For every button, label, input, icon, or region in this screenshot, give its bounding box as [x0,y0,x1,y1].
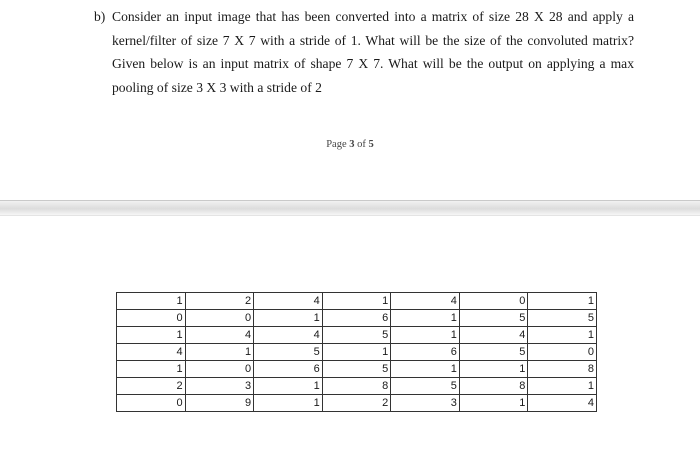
matrix-cell: 1 [322,293,391,310]
matrix-cell: 8 [459,378,528,395]
matrix-cell: 1 [322,344,391,361]
matrix-cell: 5 [322,361,391,378]
matrix-cell: 1 [528,378,597,395]
matrix-cell: 4 [254,327,323,344]
matrix-cell: 1 [254,378,323,395]
page-prefix: Page [326,139,347,150]
matrix-cell: 1 [528,293,597,310]
page-total: 5 [368,139,374,150]
matrix-cell: 6 [322,310,391,327]
matrix-cell: 1 [459,395,528,412]
matrix-cell: 1 [391,310,460,327]
matrix-cell: 3 [391,395,460,412]
matrix-cell: 1 [117,293,186,310]
matrix-row [117,395,597,412]
matrix-cell: 8 [528,361,597,378]
matrix-cell: 5 [254,344,323,361]
matrix-row [117,361,597,378]
matrix-cell: 4 [528,395,597,412]
matrix-cell: 6 [391,344,460,361]
matrix-cell: 1 [459,361,528,378]
matrix-cell: 5 [391,378,460,395]
matrix-cell: 4 [254,293,323,310]
matrix-body [117,293,597,412]
question-text: Consider an input image that has been converted into a matrix of size 28 X 28 and apply a kernel/filter of size 7 X 7 with a stride of 1. What will be the size of the convoluted matrix? Given below is an input matrix of shape 7 X 7. What will be the output on applying a max pooling of size 3 X 3 with a stride of 2 [112,9,634,95]
matrix-cell: 4 [459,327,528,344]
page-number [0,139,700,150]
matrix-cell: 1 [254,395,323,412]
matrix-row [117,344,597,361]
matrix-cell: 1 [117,327,186,344]
page-separator [0,200,700,216]
matrix-cell: 4 [185,327,254,344]
matrix-cell: 2 [322,395,391,412]
matrix-cell: 8 [322,378,391,395]
matrix-cell: 4 [391,293,460,310]
matrix-cell: 1 [117,361,186,378]
matrix-cell: 0 [117,310,186,327]
matrix-cell: 5 [459,310,528,327]
matrix-cell: 0 [185,361,254,378]
matrix-cell: 1 [254,310,323,327]
question-label: b) [94,9,106,24]
matrix-cell: 3 [185,378,254,395]
matrix-cell: 1 [391,361,460,378]
matrix-cell: 1 [185,344,254,361]
matrix-cell: 4 [117,344,186,361]
matrix-cell: 6 [254,361,323,378]
matrix-row [117,310,597,327]
matrix-cell: 9 [185,395,254,412]
matrix-cell: 2 [117,378,186,395]
matrix-cell: 1 [528,327,597,344]
page-current: 3 [349,139,355,150]
matrix-cell: 0 [117,395,186,412]
input-matrix [116,292,597,412]
matrix-cell: 1 [391,327,460,344]
matrix-row [117,378,597,395]
matrix-cell: 5 [459,344,528,361]
matrix-cell: 5 [528,310,597,327]
matrix-cell: 0 [459,293,528,310]
matrix-cell: 2 [185,293,254,310]
matrix-cell: 0 [528,344,597,361]
matrix-row [117,293,597,310]
question-block [94,5,634,99]
matrix-cell: 5 [322,327,391,344]
matrix-cell: 0 [185,310,254,327]
matrix-row [117,327,597,344]
page-of: of [357,139,366,150]
